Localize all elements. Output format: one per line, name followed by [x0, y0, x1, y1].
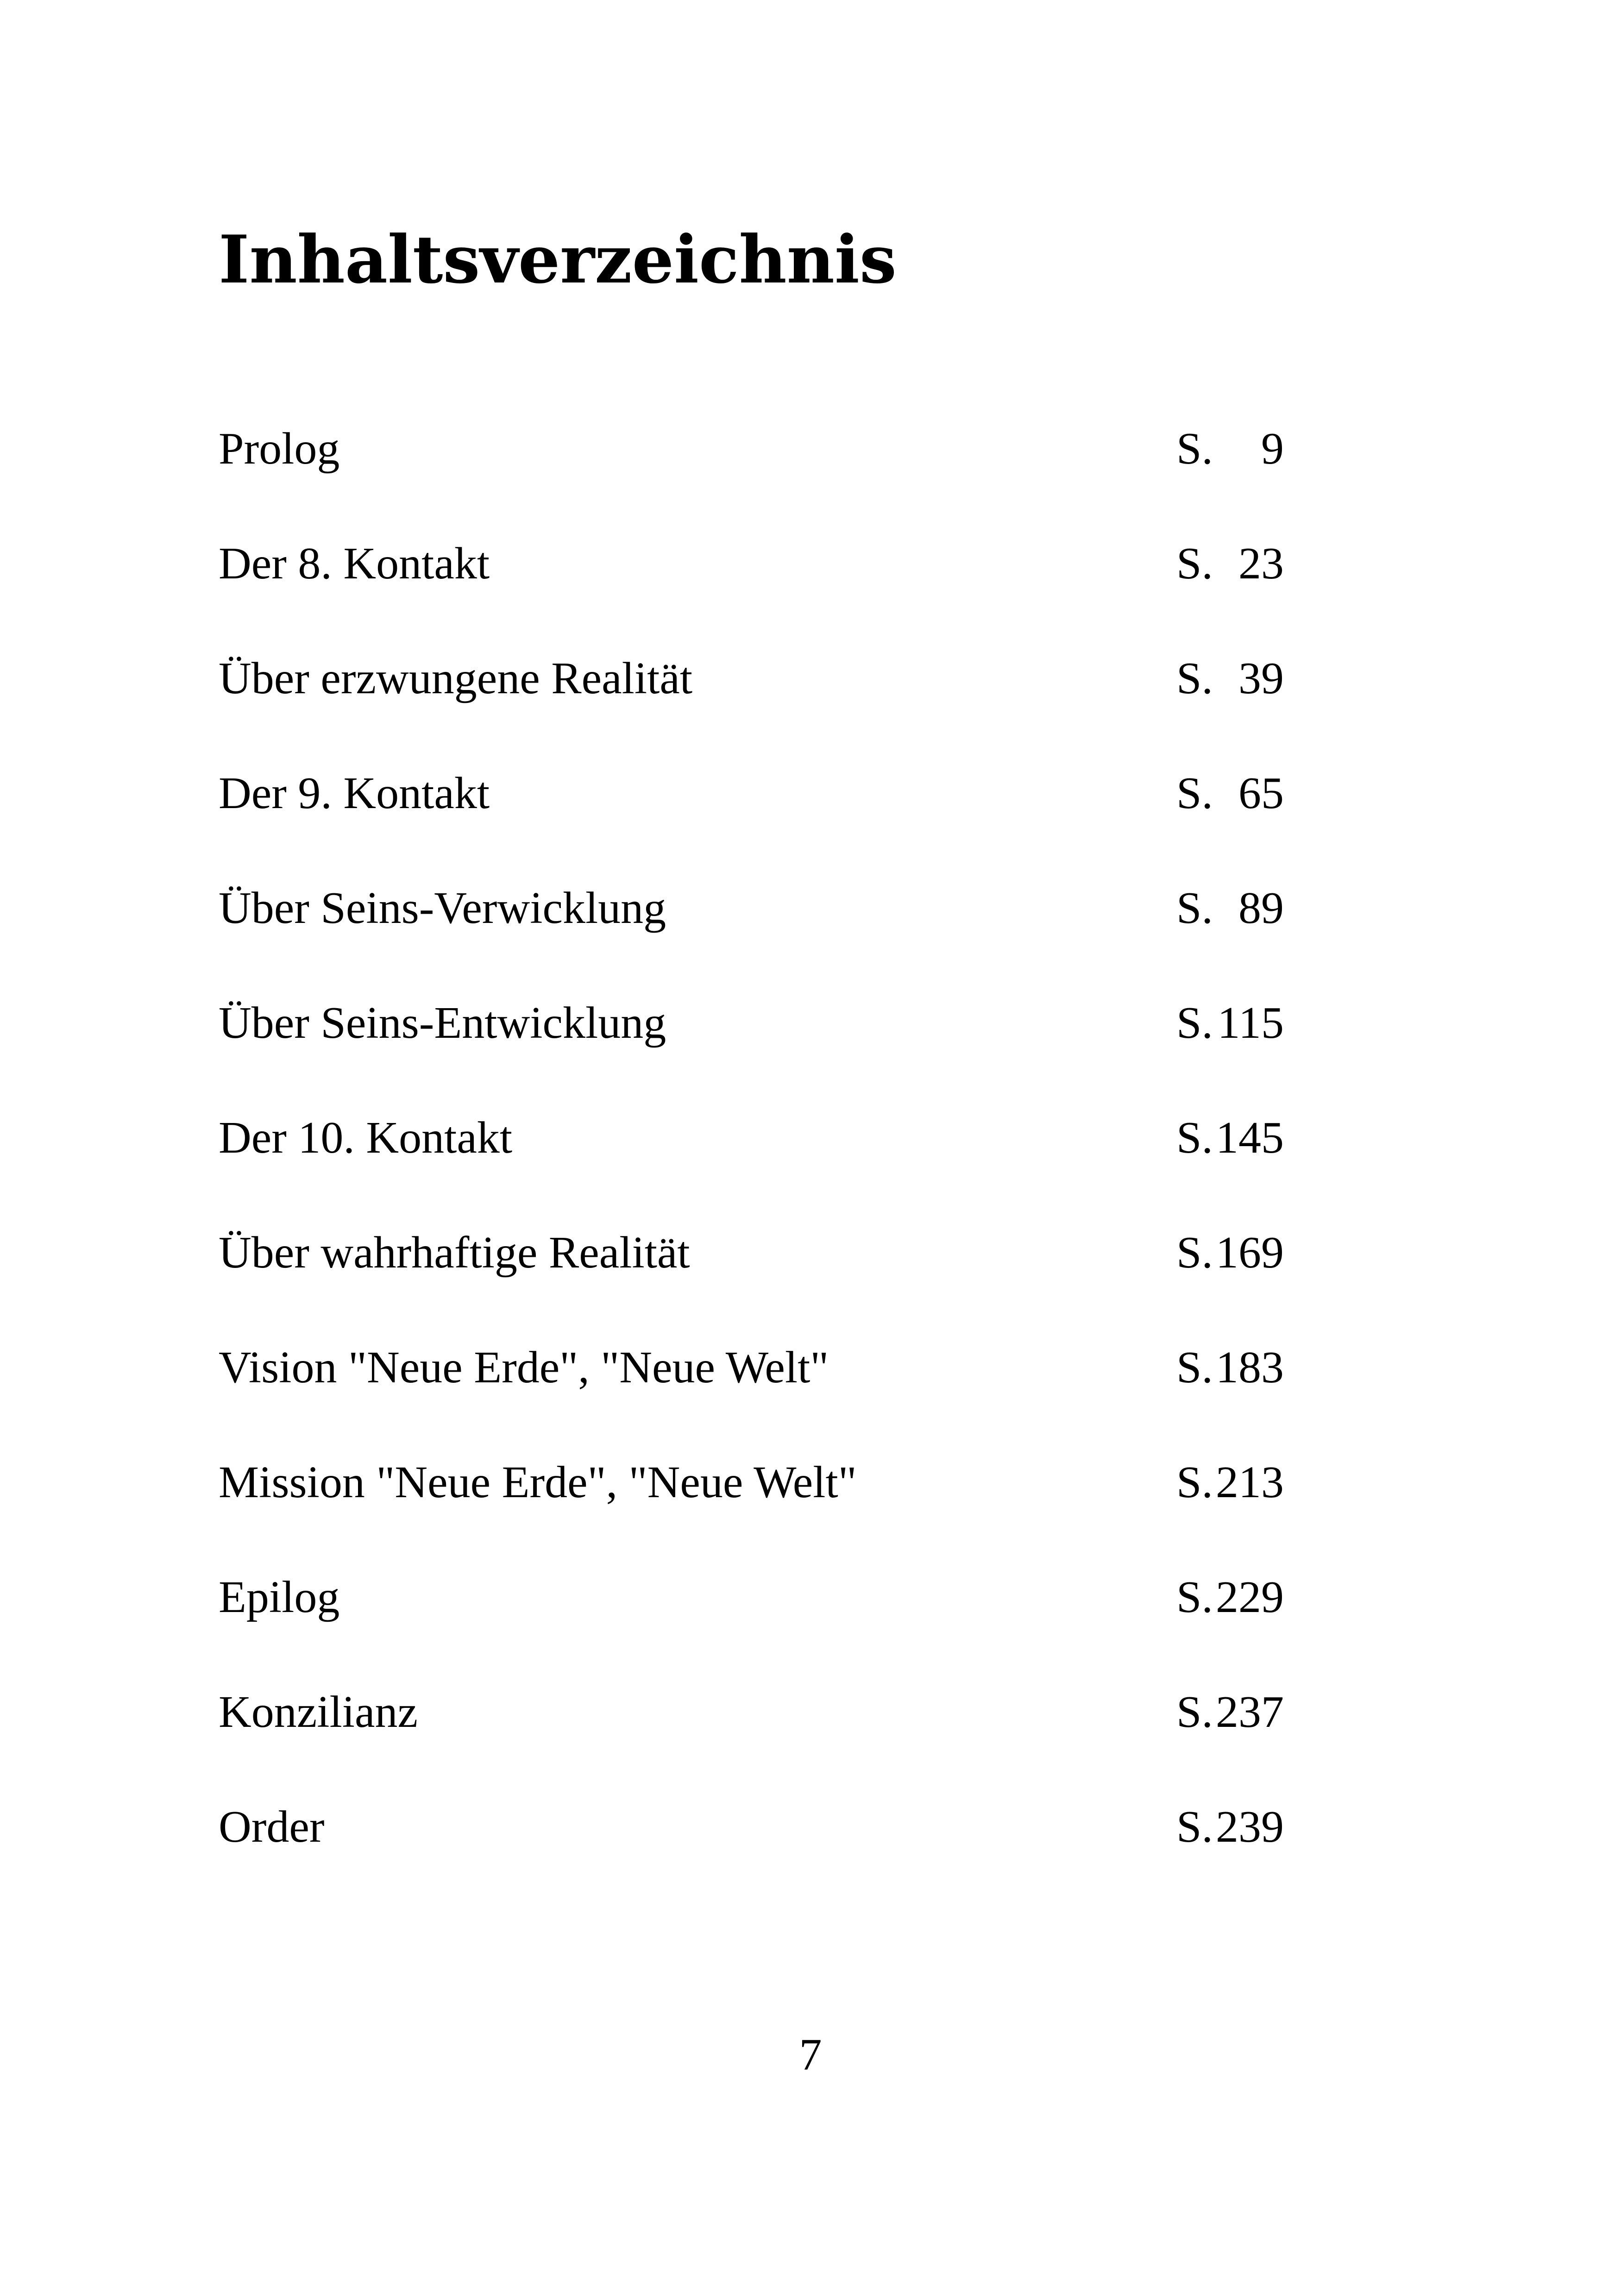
toc-page-number: 39: [1238, 653, 1284, 703]
toc-entry-page: [1176, 1572, 1284, 1622]
page-title: Inhaltsverzeichnis: [219, 221, 897, 298]
toc-row: [219, 1572, 1284, 1689]
toc-page-number: 183: [1216, 1342, 1284, 1393]
toc-entry-page: [1176, 424, 1284, 474]
toc-row: [219, 1689, 1284, 1804]
toc-entry-title: Order: [219, 1802, 325, 1852]
toc-entry-page: [1176, 1804, 1284, 1850]
toc-entry-page: [1176, 539, 1284, 589]
toc-entry-page: [1176, 1000, 1284, 1046]
toc-entry-page: [1176, 1228, 1284, 1278]
toc-entry-page: [1176, 885, 1284, 931]
toc-row: [219, 653, 1284, 771]
toc-row: [219, 541, 1284, 656]
toc-page-number: 145: [1216, 1113, 1284, 1163]
toc-entry-page: [1176, 1689, 1284, 1735]
toc-page-number: 239: [1216, 1802, 1284, 1852]
toc-page-number: 213: [1216, 1457, 1284, 1507]
toc-entry-title: Über Seins-Entwicklung: [219, 998, 666, 1048]
toc-entry-title: Konzilianz: [219, 1687, 418, 1737]
toc-page-prefix: S.: [1176, 424, 1213, 474]
toc-page-number: 169: [1216, 1228, 1284, 1278]
toc-entry-title: Der 8. Kontakt: [219, 539, 490, 589]
toc-page-number: 9: [1261, 424, 1284, 474]
toc-page-prefix: S.: [1176, 998, 1213, 1048]
toc-page-number: 115: [1217, 998, 1284, 1048]
toc-page-prefix: S.: [1176, 653, 1213, 703]
toc-page-number: 229: [1216, 1572, 1284, 1622]
page-number: 7: [799, 2030, 822, 2080]
toc-page-prefix: S.: [1176, 1687, 1213, 1737]
toc-row: [219, 1115, 1284, 1230]
toc-page-prefix: S.: [1176, 1228, 1213, 1278]
toc-entry-title: Vision "Neue Erde", "Neue Welt": [219, 1342, 829, 1393]
toc-page-prefix: S.: [1176, 539, 1213, 589]
toc-entry-title: Prolog: [219, 424, 340, 474]
toc-row: [219, 426, 1284, 541]
toc-page-prefix: S.: [1176, 1457, 1213, 1507]
toc-entry-page: [1176, 1115, 1284, 1161]
toc-page-prefix: S.: [1176, 1572, 1213, 1622]
toc-page-number: 65: [1238, 768, 1284, 818]
toc-entry-page: [1176, 1342, 1284, 1393]
toc-entry-page: [1176, 768, 1284, 818]
toc-entry-title: Epilog: [219, 1572, 340, 1622]
toc-row: [219, 1000, 1284, 1115]
toc-page-number: 89: [1238, 883, 1284, 933]
toc-entry-title: Über wahrhaftige Realität: [219, 1228, 690, 1278]
toc-page-prefix: S.: [1176, 1342, 1213, 1393]
toc-entry-title: Über Seins-Verwicklung: [219, 883, 666, 933]
table-of-contents: [219, 426, 1284, 1919]
toc-page-prefix: S.: [1176, 883, 1213, 933]
toc-row: [219, 885, 1284, 1000]
toc-entry-title: Der 9. Kontakt: [219, 768, 490, 818]
toc-row: [219, 768, 1284, 885]
toc-row: [219, 1804, 1284, 1919]
toc-row: [219, 1230, 1284, 1345]
toc-entry-title: Mission "Neue Erde", "Neue Welt": [219, 1457, 857, 1507]
toc-row: [219, 1342, 1284, 1460]
toc-entry-title: Der 10. Kontakt: [219, 1113, 513, 1163]
toc-row: [219, 1457, 1284, 1575]
toc-page-prefix: S.: [1176, 1802, 1213, 1852]
toc-page-prefix: S.: [1176, 768, 1213, 818]
toc-entry-title: Über erzwungene Realität: [219, 653, 693, 703]
toc-entry-page: [1176, 1457, 1284, 1507]
toc-page-number: 237: [1216, 1687, 1284, 1737]
toc-entry-page: [1176, 653, 1284, 703]
toc-page-prefix: S.: [1176, 1113, 1213, 1163]
toc-page-number: 23: [1238, 539, 1284, 589]
